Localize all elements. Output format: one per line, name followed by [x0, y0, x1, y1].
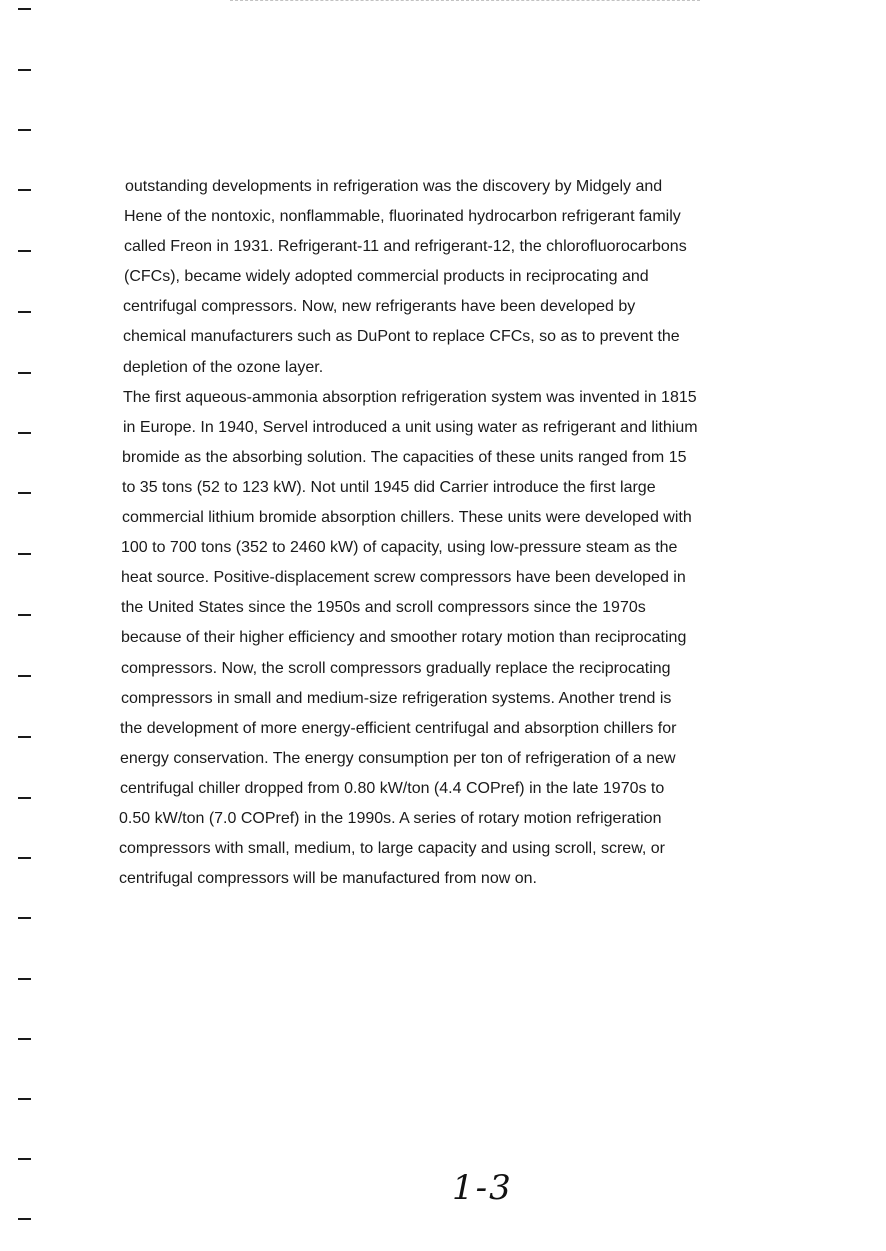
text-line: the development of more energy-efficient centrifugal and absorption chillers for — [120, 719, 677, 737]
margin-tick — [18, 189, 31, 191]
margin-tick — [18, 129, 31, 131]
margin-tick — [18, 736, 31, 738]
body-text — [119, 172, 762, 894]
text-line: because of their higher efficiency and smoother rotary motion than reciprocating — [121, 629, 687, 647]
page-number: 1-3 — [452, 1168, 513, 1208]
text-line: Hene of the nontoxic, nonflammable, fluorinated hydrocarbon refrigerant family — [124, 208, 681, 226]
scan-edge-artifact — [230, 0, 700, 4]
text-line: The first aqueous-ammonia absorption refrigeration system was invented in 1815 — [123, 388, 697, 406]
text-line: to 35 tons (52 to 123 kW). Not until 1945 did Carrier introduce the first large — [122, 478, 656, 496]
text-line: (CFCs), became widely adopted commercial products in reciprocating and — [124, 268, 649, 286]
margin-tick — [18, 857, 31, 859]
margin-tick — [18, 675, 31, 677]
text-line: compressors. Now, the scroll compressors gradually replace the reciprocating — [121, 659, 671, 677]
margin-tick — [18, 978, 31, 980]
text-line: centrifugal chiller dropped from 0.80 kW/ton (4.4 COPref) in the late 1970s to — [120, 779, 665, 797]
margin-tick — [18, 917, 31, 919]
text-line: energy conservation. The energy consumption per ton of refrigeration of a new — [120, 749, 676, 767]
margin-tick — [18, 69, 31, 71]
margin-tick — [18, 432, 31, 434]
margin-tick — [18, 1158, 31, 1160]
text-line: bromide as the absorbing solution. The capacities of these units ranged from 15 — [122, 448, 687, 466]
text-line: heat source. Positive-displacement screw compressors have been developed in — [121, 569, 686, 587]
margin-tick — [18, 311, 31, 313]
text-line: 100 to 700 tons (352 to 2460 kW) of capacity, using low-pressure steam as the — [121, 539, 678, 557]
margin-tick — [18, 1098, 31, 1100]
text-line: centrifugal compressors will be manufactured from now on. — [119, 870, 537, 888]
text-line: compressors with small, medium, to large capacity and using scroll, screw, or — [119, 840, 665, 858]
text-line: 0.50 kW/ton (7.0 COPref) in the 1990s. A series of rotary motion refrigeration — [119, 809, 662, 827]
margin-tick — [18, 492, 31, 494]
text-line: called Freon in 1931. Refrigerant-11 and refrigerant-12, the chlorofluorocarbons — [124, 238, 687, 256]
text-line: commercial lithium bromide absorption chillers. These units were developed with — [122, 509, 692, 527]
text-line: the United States since the 1950s and scroll compressors since the 1970s — [121, 599, 646, 617]
margin-tick — [18, 250, 31, 252]
margin-tick — [18, 372, 31, 374]
margin-tick — [18, 614, 31, 616]
text-line: depletion of the ozone layer. — [123, 358, 324, 376]
text-line: outstanding developments in refrigeration was the discovery by Midgely and — [125, 178, 663, 195]
margin-tick — [18, 1218, 31, 1220]
text-line: centrifugal compressors. Now, new refrigerants have been developed by — [123, 298, 636, 316]
margin-tick — [18, 553, 31, 555]
text-line: compressors in small and medium-size refrigeration systems. Another trend is — [121, 689, 672, 707]
margin-tick — [18, 1038, 31, 1040]
margin-tick — [18, 797, 31, 799]
text-line: chemical manufacturers such as DuPont to replace CFCs, so as to prevent the — [123, 328, 680, 346]
text-line: in Europe. In 1940, Servel introduced a unit using water as refrigerant and lithium — [123, 418, 698, 436]
binding-margin-ticks — [18, 0, 38, 1251]
margin-tick — [18, 8, 31, 10]
